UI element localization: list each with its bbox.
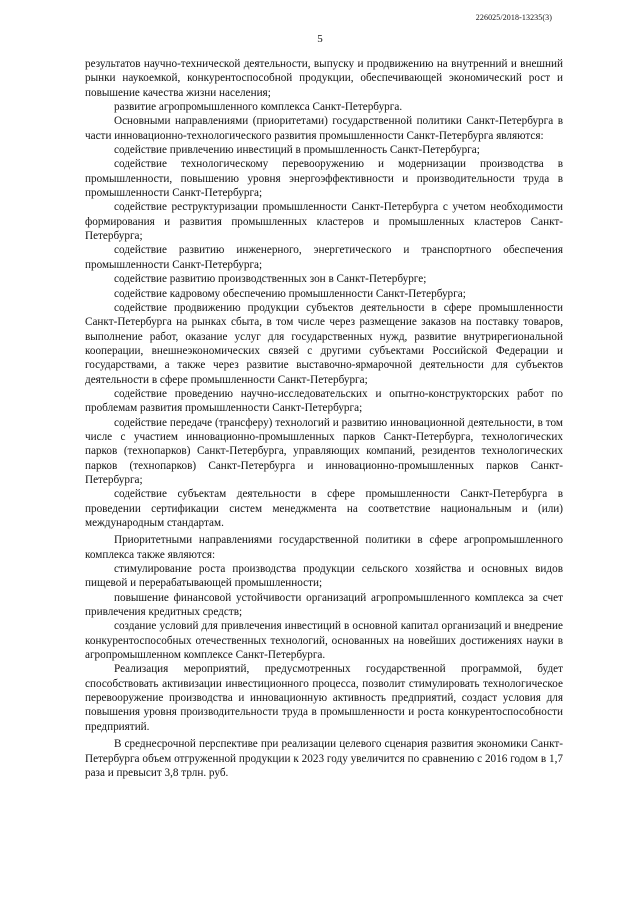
paragraph: содействие технологическому перевооружению и модернизации производства в промышленности, повышению уровня энергоэффективности и производительности труда в промышленности Санкт-Петербурга; <box>85 158 563 200</box>
paragraph: содействие реструктуризации промышленности Санкт-Петербурга с учетом необходимости формирования и развития промышленных кластеров и промышленных кластеров Санкт-Петербурга; <box>85 201 563 243</box>
paragraph: содействие передаче (трансферу) технологий и развитию инновационной деятельности, в том числе с участием инновационно-промышленных парков Санкт-Петербурга, технологических парков (технопарков) Санкт-Петербурга, управляющих компаний, резидентов технологических парков (технопарков) Санкт-Петербурга и инновационно-промышленных парков Санкт-Петербурга; <box>85 416 563 486</box>
paragraph: Реализация мероприятий, предусмотренных государственной программой, будет способствовать активизации инвестиционного процесса, позволит стимулировать технологическое перевооружение производства и инновационную активность предприятий, создаст условия для повышения уровня производительности труда в промышленности и роста конкурентоспособности предприятий. <box>85 663 563 733</box>
paragraph: содействие кадровому обеспечению промышленности Санкт-Петербурга; <box>114 287 466 300</box>
paragraph: создание условий для привлечения инвестиций в основной капитал организаций и внедрение конкурентоспособных отечественных технологий, основанных на новейших достижениях науки в агропромышленном комплексе Санкт-Петербурга. <box>85 620 563 662</box>
paragraph: содействие развитию инженерного, энергетического и транспортного обеспечения промышленности Санкт-Петербурга; <box>85 244 563 271</box>
paragraph: содействие развитию производственных зон в Санкт-Петербурге; <box>114 273 427 286</box>
paragraph: содействие субъектам деятельности в сфере промышленности Санкт-Петербурга в проведении сертификации систем менеджмента на соответствие национальным и (или) международным стандартам. <box>85 488 563 529</box>
paragraph: результатов научно-технической деятельности, выпуску и продвижению на внутренний и внешний рынки наукоемкой, конкурентоспособной продукции, обеспечивающей экономический рост и повышение качества жизни населения; <box>85 58 563 99</box>
paragraph: повышение финансовой устойчивости организаций агропромышленного комплекса за счет привлечения кредитных средств; <box>85 591 563 619</box>
paragraph: стимулирование роста производства продукции сельского хозяйства и основных видов пищевой и перерабатывающей промышленности; <box>85 563 563 590</box>
paragraph: содействие продвижению продукции субъектов деятельности в сфере промышленности Санкт-Петербурга на рынках сбыта, в том числе через размещение заказов на поставку товаров, выполнение работ, оказание услуг для государственных нужд, развитие внутрирегиональной кооперации, внешнеэкономических связей с другими субъектами Российской Федерации и государствами, а также через развитие выставочно-ярмарочной деятельности для субъектов деятельности в сфере промышленности Санкт-Петербурга; <box>85 301 563 386</box>
document-body <box>85 57 563 780</box>
paragraph: содействие проведению научно-исследовательских и опытно-конструкторских работ по проблемам развития промышленности Санкт-Петербурга; <box>85 387 563 415</box>
paragraph: развитие агропромышленного комплекса Санкт-Петербурга. <box>114 101 403 114</box>
paragraph: содействие привлечению инвестиций в промышленность Санкт-Петербурга; <box>114 144 480 157</box>
document-id: 226025/2018-13235(3) <box>475 13 552 22</box>
paragraph: В среднесрочной перспективе при реализации целевого сценария развития экономики Санкт-Петербурга объем отгруженной продукции к 2023 году увеличится по сравнению с 2016 годом в 1,7 раза и превысит 3,8 трлн. руб. <box>85 738 563 779</box>
paragraph: Приоритетными направлениями государственной политики в сфере агропромышленного комплекса также являются: <box>85 534 563 561</box>
paragraph: Основными направлениями (приоритетами) государственной политики Санкт-Петербурга в части инновационно-технологического развития промышленности Санкт-Петербурга являются: <box>85 115 563 142</box>
page-number: 5 <box>317 33 323 45</box>
